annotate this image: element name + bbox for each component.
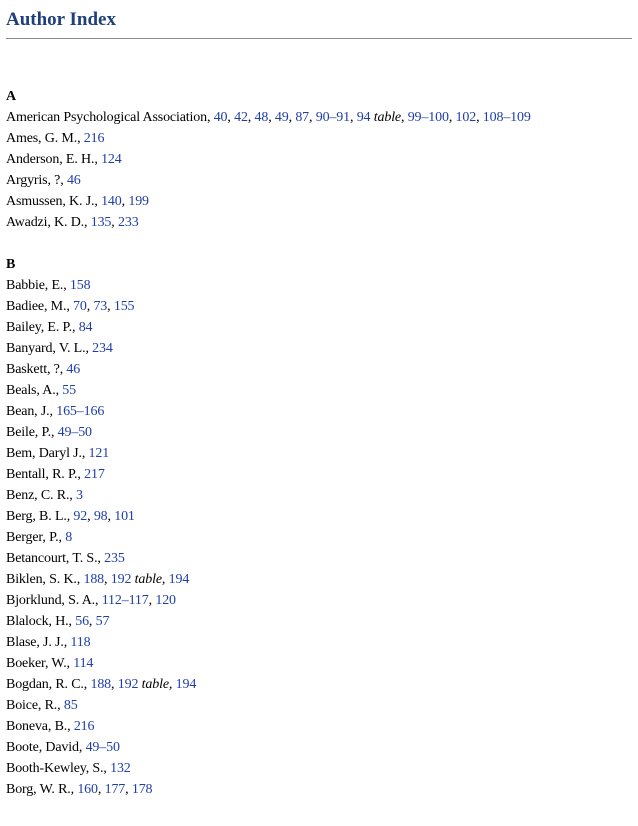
author-name: Beals, A. [6, 383, 56, 398]
index-entry: Bailey, E. P., 84 [6, 320, 93, 335]
page-reference-link[interactable]: 46 [66, 173, 81, 188]
index-section-a [6, 86, 632, 233]
page-reference-link[interactable]: 124 [101, 152, 122, 167]
index-entry: Betancourt, T. S., 235 [6, 551, 125, 566]
page-reference-link[interactable]: 108–109 [482, 110, 531, 125]
page-reference-link[interactable]: 87 [295, 110, 310, 125]
reference-note: table, [134, 572, 166, 587]
author-name: Anderson, E. H. [6, 152, 95, 167]
page-reference-link[interactable]: 216 [83, 131, 105, 146]
author-name: Blalock, H. [6, 614, 69, 629]
index-entry: Borg, W. R., 160, 177, 178 [6, 782, 153, 797]
page-reference-link[interactable]: 135 [90, 215, 112, 230]
page-reference-link[interactable]: 57 [95, 614, 110, 629]
page-reference-link[interactable]: 194 [168, 572, 190, 587]
author-name: Betancourt, T. S. [6, 551, 98, 566]
author-name: Awadzi, K. D. [6, 215, 85, 230]
author-name: Argyris, ? [6, 173, 61, 188]
author-name: American Psychological Association [6, 110, 207, 125]
index-entry: Badiee, M., 70, 73, 155 [6, 299, 135, 314]
index-entry: Banyard, V. L., 234 [6, 341, 113, 356]
page-reference-link[interactable]: 188 [83, 572, 105, 587]
title-divider [6, 38, 632, 39]
author-name: Badiee, M. [6, 299, 67, 314]
author-index-page [6, 0, 632, 797]
page-reference-link[interactable]: 234 [92, 341, 113, 356]
page-reference-link[interactable]: 112–117 [101, 593, 149, 608]
section-letter: A [6, 89, 17, 104]
author-name: Bentall, R. P. [6, 467, 78, 482]
page-reference-link[interactable]: 48 [254, 110, 269, 125]
author-name: Bailey, E. P. [6, 320, 72, 335]
page-reference-link[interactable]: 70 [73, 299, 87, 314]
page-reference-link[interactable]: 49 [274, 110, 289, 125]
index-entry: Boneva, B., 216 [6, 719, 95, 734]
page-reference-link[interactable]: 92 [73, 509, 88, 524]
page-title: Author Index [6, 9, 116, 30]
page-reference-link[interactable]: 114 [73, 656, 94, 671]
author-name: Babbie, E. [6, 278, 64, 293]
author-name: Bean, J. [6, 404, 50, 419]
index-section-b [6, 254, 632, 800]
page-reference-link[interactable]: 235 [104, 551, 125, 566]
page-reference-link[interactable]: 94 [356, 110, 371, 125]
page-reference-link[interactable]: 121 [88, 446, 110, 461]
page-reference-link[interactable]: 40 [213, 110, 228, 125]
author-name: Berg, B. L. [6, 509, 67, 524]
page-reference-link[interactable]: 102 [455, 110, 477, 125]
index-entry: Babbie, E., 158 [6, 278, 91, 293]
author-name: Bjorklund, S. A. [6, 593, 96, 608]
author-name: Baskett, ? [6, 362, 60, 377]
author-name: Ames, G. M. [6, 131, 78, 146]
entry-list [6, 275, 632, 800]
page-reference-link[interactable]: 233 [118, 215, 139, 230]
section-letter: B [6, 257, 16, 272]
page-reference-link[interactable]: 84 [78, 320, 93, 335]
index-entry: Bjorklund, S. A., 112–117, 120 [6, 593, 176, 608]
page-reference-link[interactable]: 3 [76, 488, 83, 503]
index-entry: Blalock, H., 56, 57 [6, 614, 110, 629]
author-name: Blase, J. J. [6, 635, 64, 650]
page-reference-link[interactable]: 165–166 [56, 404, 105, 419]
page-reference-link[interactable]: 49–50 [57, 425, 92, 440]
author-name: Booth-Kewley, S. [6, 761, 104, 776]
page-reference-link[interactable]: 8 [65, 530, 73, 545]
page-reference-link[interactable]: 42 [234, 110, 248, 125]
index-entry: Beals, A., 55 [6, 383, 76, 398]
index-entry: Bean, J., 165–166 [6, 404, 105, 419]
page-reference-link[interactable]: 140 [101, 194, 122, 209]
author-name: Bem, Daryl J. [6, 446, 82, 461]
page-reference-link[interactable]: 73 [93, 299, 108, 314]
entry-list [6, 107, 632, 233]
page-reference-link[interactable]: 49–50 [85, 740, 120, 755]
author-name: Benz, C. R. [6, 488, 70, 503]
index-entry: Blase, J. J., 118 [6, 635, 91, 650]
index-entry: Baskett, ?, 46 [6, 362, 81, 377]
page-reference-link[interactable]: 216 [73, 719, 95, 734]
page-reference-link[interactable]: 217 [84, 467, 105, 482]
author-name: Borg, W. R. [6, 782, 71, 797]
author-name: Biklen, S. K. [6, 572, 77, 587]
author-name: Boote, David [6, 740, 79, 755]
index-entry: Boote, David, 49–50 [6, 740, 120, 755]
index-entry: Bentall, R. P., 217 [6, 467, 105, 482]
page-reference-link[interactable]: 158 [69, 278, 91, 293]
index-entry: Boice, R., 85 [6, 698, 78, 713]
page-reference-link[interactable]: 90–91 [315, 110, 350, 125]
author-name: Bogdan, R. C. [6, 677, 84, 692]
index-entry: Benz, C. R., 3 [6, 488, 83, 503]
page-reference-link[interactable]: 155 [113, 299, 135, 314]
page-reference-link[interactable]: 85 [63, 698, 78, 713]
index-entry: Berg, B. L., 92, 98, 101 [6, 509, 135, 524]
index-entry: Boeker, W., 114 [6, 656, 94, 671]
index-entry: Anderson, E. H., 124 [6, 152, 122, 167]
index-entry: Berger, P., 8 [6, 530, 73, 545]
index-entry: Awadzi, K. D., 135, 233 [6, 215, 139, 230]
page-reference-link[interactable]: 192 [110, 572, 132, 587]
index-entry: Beile, P., 49–50 [6, 425, 92, 440]
page-reference-link[interactable]: 199 [128, 194, 149, 209]
index-entry: Ames, G. M., 216 [6, 131, 105, 146]
reference-note: table, [141, 677, 173, 692]
author-name: Beile, P. [6, 425, 51, 440]
page-reference-link[interactable]: 177 [104, 782, 126, 797]
author-name: Boice, R. [6, 698, 58, 713]
page-reference-link[interactable]: 178 [131, 782, 153, 797]
index-entry: Bem, Daryl J., 121 [6, 446, 110, 461]
reference-note: table [373, 110, 401, 125]
page-reference-link[interactable]: 55 [62, 383, 76, 398]
page-reference-link[interactable]: 101 [114, 509, 135, 524]
page-reference-link[interactable]: 194 [175, 677, 197, 692]
author-name: Boeker, W. [6, 656, 67, 671]
author-name: Asmussen, K. J. [6, 194, 95, 209]
author-name: Boneva, B. [6, 719, 68, 734]
page-reference-link[interactable]: 99–100 [407, 110, 449, 125]
page-reference-link[interactable]: 120 [155, 593, 176, 608]
index-entry: Biklen, S. K., 188, 192 table, 194 [6, 572, 190, 587]
page-reference-link[interactable]: 118 [70, 635, 91, 650]
index-entry: American Psychological Association, 40, 42, 48, 49, 87, 90–91, 94 table, 99–100, 102, 108–109 [6, 110, 531, 125]
page-reference-link[interactable]: 192 [117, 677, 139, 692]
page-reference-link[interactable]: 46 [66, 362, 81, 377]
page-reference-link[interactable]: 132 [110, 761, 131, 776]
author-name: Berger, P. [6, 530, 59, 545]
index-entry: Argyris, ?, 46 [6, 173, 81, 188]
index-entry: Bogdan, R. C., 188, 192 table, 194 [6, 677, 197, 692]
page-reference-link[interactable]: 160 [77, 782, 98, 797]
page-reference-link[interactable]: 98 [93, 509, 108, 524]
index-entry: Asmussen, K. J., 140, 199 [6, 194, 149, 209]
index-entry: Booth-Kewley, S., 132 [6, 761, 131, 776]
page-reference-link[interactable]: 56 [75, 614, 89, 629]
page-reference-link[interactable]: 188 [90, 677, 112, 692]
author-name: Banyard, V. L. [6, 341, 86, 356]
